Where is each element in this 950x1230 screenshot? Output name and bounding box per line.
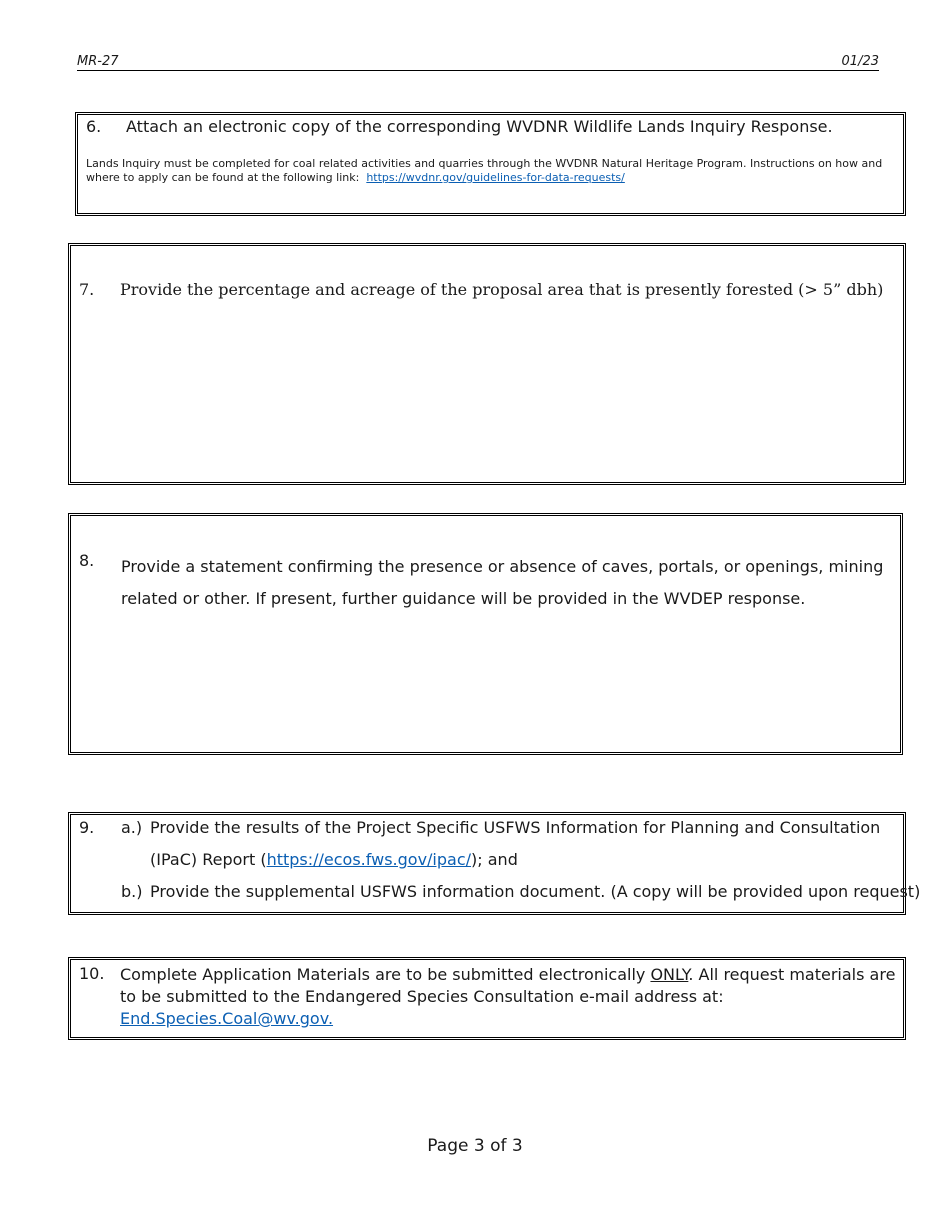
item-9a-text-post: ); and	[471, 850, 518, 869]
item-9-box	[68, 812, 921, 915]
page-number: Page 3 of 3	[427, 1136, 523, 1156]
item-10-text-post: . All request materials are to be submitted to the Endangered Species Consultation e-mail address at:	[120, 965, 896, 1006]
item-number: 9.	[79, 818, 95, 837]
item-number: 6.	[86, 117, 102, 136]
item-6-note-text: Lands Inquiry must be completed for coal related activities and quarries through the WVDNR Natural Heritage Program. Instructions on how and where to apply can be found at the following link:	[86, 157, 883, 184]
form-id: MR-27	[77, 54, 119, 69]
page-header	[77, 54, 879, 71]
item-10-text	[120, 964, 900, 1030]
item-number: 7.	[79, 280, 95, 299]
item-7-box[interactable]	[68, 243, 906, 485]
wvdnr-guidelines-link[interactable]: https://wvdnr.gov/guidelines-for-data-requests/	[366, 171, 625, 184]
ipac-link[interactable]: https://ecos.fws.gov/ipac/	[266, 850, 472, 869]
item-9a-text: Provide the results of the Project Specific USFWS Information for Planning and Consultation	[150, 818, 881, 837]
item-number: 10.	[79, 964, 105, 983]
item-9a-text-pre: (IPaC) Report (	[150, 850, 267, 869]
item-7-text: Provide the percentage and acreage of the proposal area that is presently forested (> 5” dbh)	[120, 280, 884, 299]
item-9b-text: Provide the supplemental USFWS information document. (A copy will be provided upon request)	[150, 882, 921, 901]
form-date: 01/23	[841, 54, 879, 69]
item-9a-text-continued	[150, 850, 518, 869]
item-9a-label: a.)	[121, 818, 143, 837]
item-10-text-pre: Complete Application Materials are to be submitted electronically	[120, 965, 646, 984]
item-10-box	[68, 957, 906, 1040]
item-8-text: Provide a statement confirming the presence or absence of caves, portals, or openings, mining related or other. If present, further guidance will be provided in the WVDEP response.	[121, 557, 884, 608]
species-email-link[interactable]: End.Species.Coal@wv.gov.	[120, 1009, 334, 1028]
item-8-box[interactable]	[68, 513, 903, 755]
item-number: 8.	[79, 551, 95, 570]
only-emphasis: ONLY	[650, 965, 689, 984]
item-6-title: Attach an electronic copy of the corresponding WVDNR Wildlife Lands Inquiry Response.	[126, 117, 833, 136]
item-9b-label: b.)	[121, 882, 143, 901]
item-6-note	[86, 157, 898, 185]
item-6-box	[75, 112, 906, 216]
